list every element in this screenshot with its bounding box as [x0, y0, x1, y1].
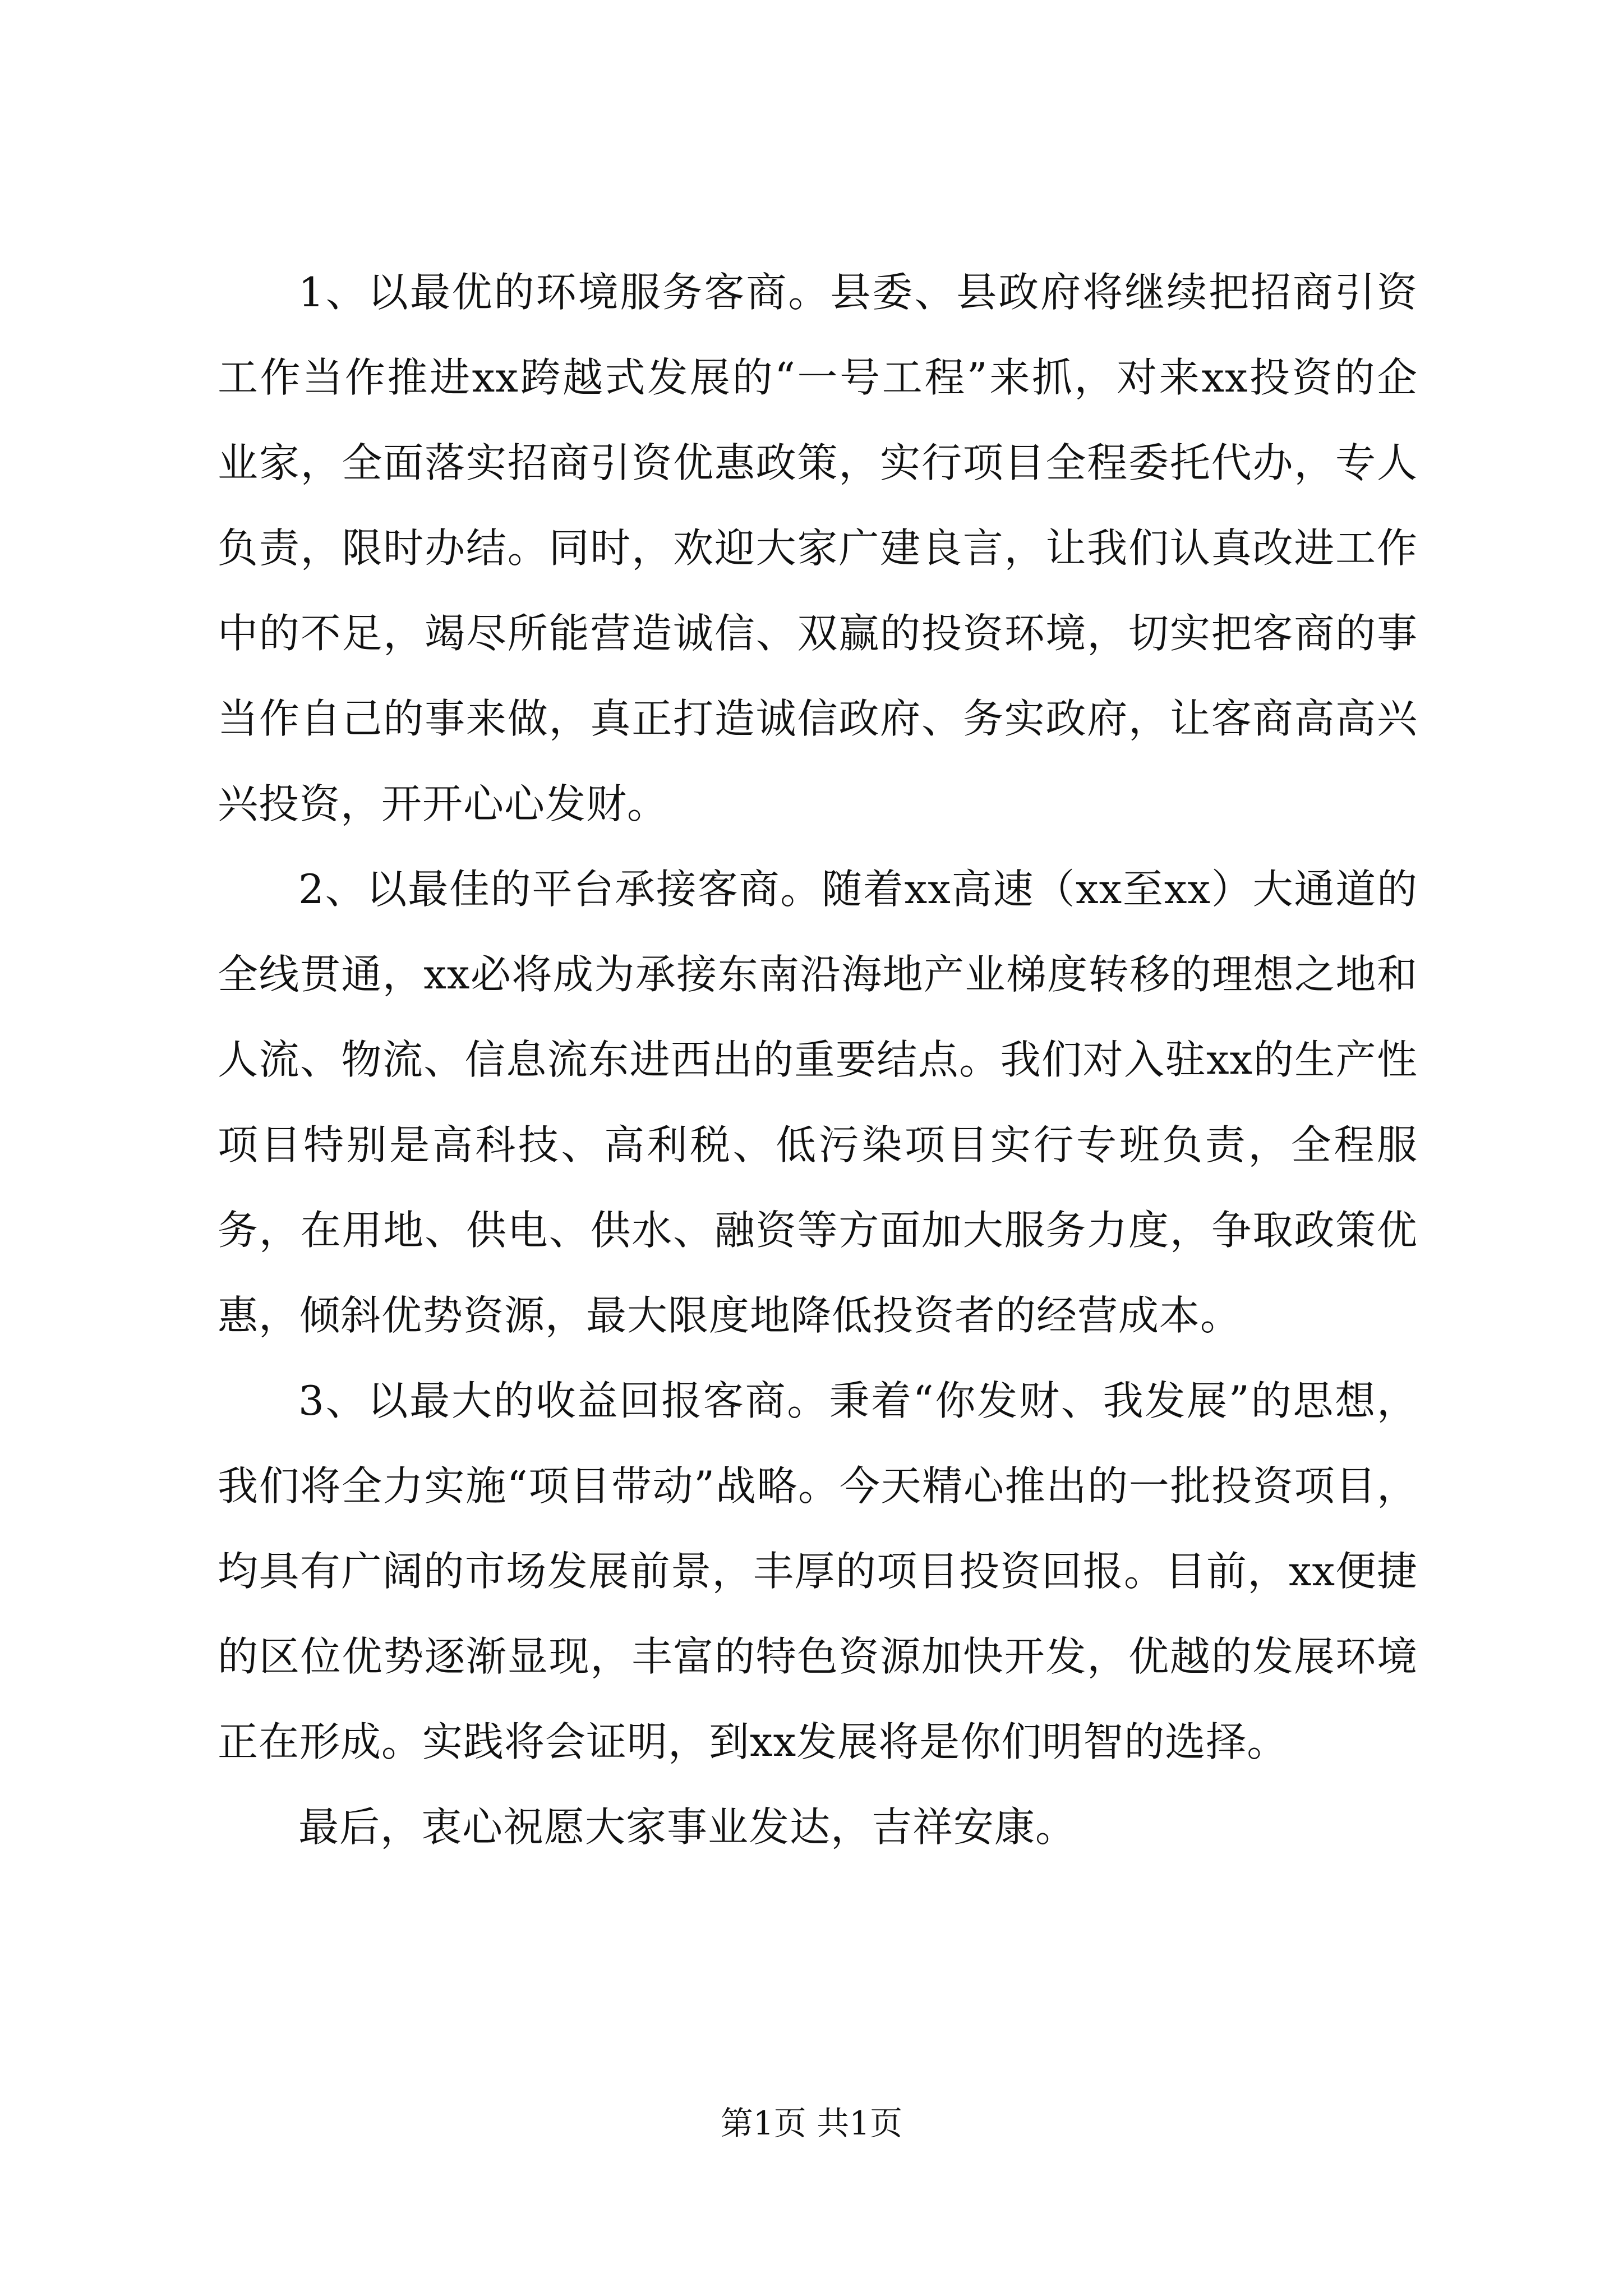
paragraph-1: 1、以最优的环境服务客商。县委、县政府将继续把招商引资工作当作推进xx跨越式发展的“一号工程”来抓，对来xx投资的企业家，全面落实招商引资优惠政策，实行项目全程委托代办，专人负责，限时办结。同时，欢迎大家广建良言，让我们认真改进工作中的不足，竭尽所能营造诚信、双赢的投资环境，切实把客商的事当作自己的事来做，真正打造诚信政府、务实政府，让客商高高兴兴投资，开开心心发财。 [218, 269, 1418, 827]
page-footer: 第1页 共1页 [720, 2104, 903, 2142]
paragraph-3: 3、以最大的收益回报客商。秉着“你发财、我发展”的思想，我们将全力实施“项目带动”战略。今天精心推出的一批投资项目，均具有广阔的市场发展前景，丰厚的项目投资回报。目前，xx便捷的区位优势逐渐显现，丰富的特色资源加快开发，优越的发展环境正在形成。实践将会证明，到xx发展将是你们明智的选择。 [218, 1377, 1418, 1765]
paragraph-2: 2、以最佳的平台承接客商。随着xx高速（xx至xx）大通道的全线贯通，xx必将成为承接东南沿海地产业梯度转移的理想之地和人流、物流、信息流东进西出的重要结点。我们对入驻xx的生产性项目特别是高科技、高利税、低污染项目实行专班负责，全程服务，在用地、供电、供水、融资等方面加大服务力度，争取政策优惠，倾斜优势资源，最大限度地降低投资者的经营成本。 [218, 866, 1418, 1339]
document-body [218, 250, 1418, 1870]
closing-paragraph: 最后，衷心祝愿大家事业发达，吉祥安康。 [298, 1803, 1077, 1851]
